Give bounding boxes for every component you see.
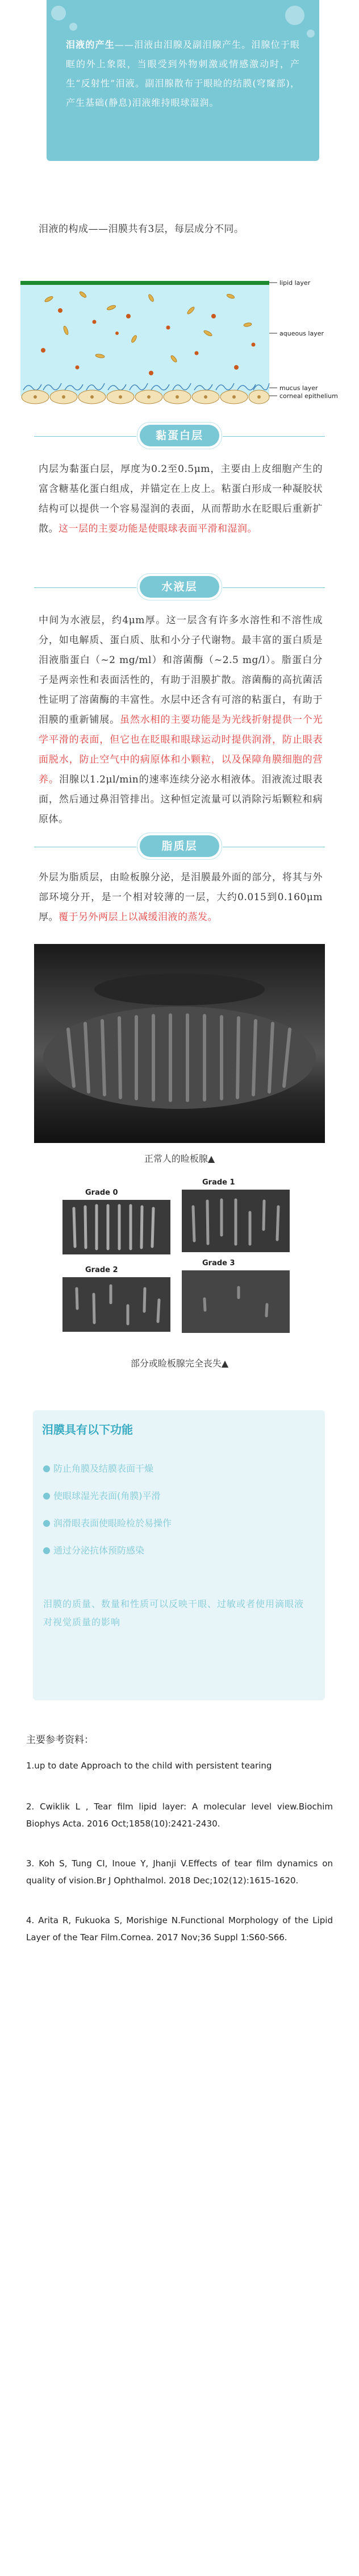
bubble-decoration-icon xyxy=(51,6,66,20)
mucus-text: 内层为黏蛋白层，厚度为0.2至0.5μm，主要由上皮细胞产生的富含糖基化蛋白组成，并锚定在上皮上。粘蛋白形成一种凝胶状结构可以提供一个容易湿润的表面，从而帮助水在眨眼后重新扩散。 xyxy=(39,463,323,535)
meibomian-gland-photo xyxy=(34,944,325,1143)
function-item xyxy=(43,1489,161,1502)
aqueous-paragraph xyxy=(39,611,323,830)
bubble-decoration-icon xyxy=(285,6,304,25)
section-title-aqueous: 水液层 xyxy=(140,576,219,598)
functions-title: 泪膜具有以下功能 xyxy=(42,1423,133,1436)
diagram-label-aqueous: aqueous layer xyxy=(279,330,324,337)
grade-label-2: Grade 2 xyxy=(85,1266,118,1274)
section-header-mucus xyxy=(0,425,359,448)
bullet-icon xyxy=(43,1493,50,1500)
diagram-label-mucus: mucus layer xyxy=(279,384,318,392)
reference-item: 3. Koh S, Tung CI, Inoue Y, Jhanji V.Effects of tear film dynamics on quality of vision.Br J Ophthalmol. 2018 Dec;102(12):1615-1620. xyxy=(26,1858,333,1886)
function-item xyxy=(43,1461,153,1475)
tear-film-diagram xyxy=(20,276,339,407)
function-item-label: 使眼球湿光表面(角膜)平滑 xyxy=(53,1490,161,1501)
lipid-highlight: 覆于另外两层上以减缓泪液的蒸发。 xyxy=(59,912,218,923)
reference-item: 4. Arita R, Fukuoka S, Morishige N.Functional Morphology of the Lipid Layer of the Tear Film.Cornea. 2017 Nov;36 Suppl 1:S60-S66. xyxy=(26,1915,333,1943)
composition-title: 泪液的构成 xyxy=(39,223,89,235)
section-header-lipid xyxy=(0,835,359,858)
section-header-aqueous xyxy=(0,576,359,599)
grade-grid xyxy=(0,1178,359,1348)
function-item-label: 通过分泌抗体预防感染 xyxy=(53,1545,145,1556)
reference-item: 1.up to date Approach to the child with persistent tearing xyxy=(26,1761,272,1771)
lipid-layer-band xyxy=(20,281,269,285)
grade-3-photo xyxy=(182,1270,290,1333)
intro-heading: 泪液的产生 xyxy=(66,39,115,50)
bubble-decoration-icon xyxy=(307,30,315,38)
references-title: 主要参考资料： xyxy=(26,1734,94,1746)
functions-paragraph: 泪膜的质量、数量和性质可以反映干眼、过敏或者使用滴眼液对视觉质量的影响 xyxy=(43,1598,304,1627)
function-item-label: 润滑眼表面使眼睑检於易操作 xyxy=(53,1518,172,1529)
aqueous-text-2: 泪腺以1.2μl/min的速率连续分泌水相液体。泪液流过眼表面，然后通过鼻泪管排出。这种恒定流量可以消除污垢颗粒和病原体。 xyxy=(39,774,323,825)
bullet-icon xyxy=(43,1465,50,1472)
intro-text: ——泪液由泪腺及副泪腺产生。泪腺位于眼眶的外上象限，当眼受到外物刺激或情感激动时，产生“反射性”泪液。副泪腺散布于眼睑的结膜(穹窿部)，产生基础(静息)泪液维持眼球湿润。 xyxy=(66,39,300,108)
intro-paragraph xyxy=(66,35,300,113)
function-item xyxy=(43,1516,172,1529)
section-title-mucus: 黏蛋白层 xyxy=(140,425,219,446)
grade-1-photo xyxy=(182,1190,290,1252)
function-item xyxy=(43,1543,144,1556)
section-title-lipid: 脂质层 xyxy=(140,835,219,857)
grade-0-photo xyxy=(62,1200,170,1254)
aqueous-text: 中间为水液层，约4μm厚。这一层含有许多水溶性和不溶性成分，如电解质、蛋白质、肽和小分子代谢物。最丰富的蛋白质是泪液脂蛋白（~2 mg/ml）和溶菌酶（~2.5 mg/l）。脂蛋白分子是两亲性和表面活性的，有助于泪膜扩散。溶菌酶的高抗菌活性证明了溶菌酶的丰富性。水层中还含有可溶的粘蛋白，有助于泪膜的重新铺展。 xyxy=(39,615,323,726)
divider xyxy=(34,436,136,437)
lipid-text: 外层为脂质层，由睑板腺分泌，是泪膜最外面的部分，将其与外部环境分开，是一个相对较薄的一层，大约0.015到0.160μm厚。 xyxy=(39,872,323,923)
function-item-label: 防止角膜及结膜表面干燥 xyxy=(53,1463,154,1474)
main-photo-caption: 正常人的睑板腺▲ xyxy=(144,1153,215,1164)
grade-label-3: Grade 3 xyxy=(202,1259,235,1268)
bullet-icon xyxy=(43,1520,50,1527)
grade-label-0: Grade 0 xyxy=(85,1188,118,1197)
composition-text: ——泪膜共有3层，每层成分不同。 xyxy=(88,223,244,235)
corneal-cells xyxy=(22,390,269,404)
grade-2-photo xyxy=(62,1277,170,1332)
diagram-label-corneal-epithelium: corneal epithelium xyxy=(279,392,338,400)
mucus-highlight: 这一层的主要功能是使眼球表面平滑和湿润。 xyxy=(59,523,257,535)
divider xyxy=(34,587,136,588)
bullet-icon xyxy=(43,1547,50,1554)
lipid-paragraph xyxy=(39,868,323,927)
divider xyxy=(223,587,325,588)
divider xyxy=(223,436,325,437)
intro-card xyxy=(47,0,319,161)
aqueous-highlight: 虽然水相的主要功能是为光线折射提供一个光学平滑的表面，但它也在眨眼和眼球运动时提供润滑，防止眼表面脱水，防止空气中的病原体和小颗粒，以及保障角膜细胞的营养。 xyxy=(39,714,323,785)
grade-label-1: Grade 1 xyxy=(202,1178,235,1187)
grade-caption: 部分或睑板腺完全丧失▲ xyxy=(130,1358,229,1369)
bubble-decoration-icon xyxy=(69,23,77,31)
label-leaders xyxy=(269,283,277,396)
diagram-label-lipid: lipid layer xyxy=(279,279,311,287)
mucus-paragraph xyxy=(39,459,323,539)
composition-paragraph xyxy=(39,220,323,239)
reference-item: 2. Cwiklik L , Tear film lipid layer: A molecular level view.Biochim Biophys Acta. 2016 Oct;1858(10):2421-2430. xyxy=(26,1801,333,1829)
aqueous-region xyxy=(20,284,269,396)
